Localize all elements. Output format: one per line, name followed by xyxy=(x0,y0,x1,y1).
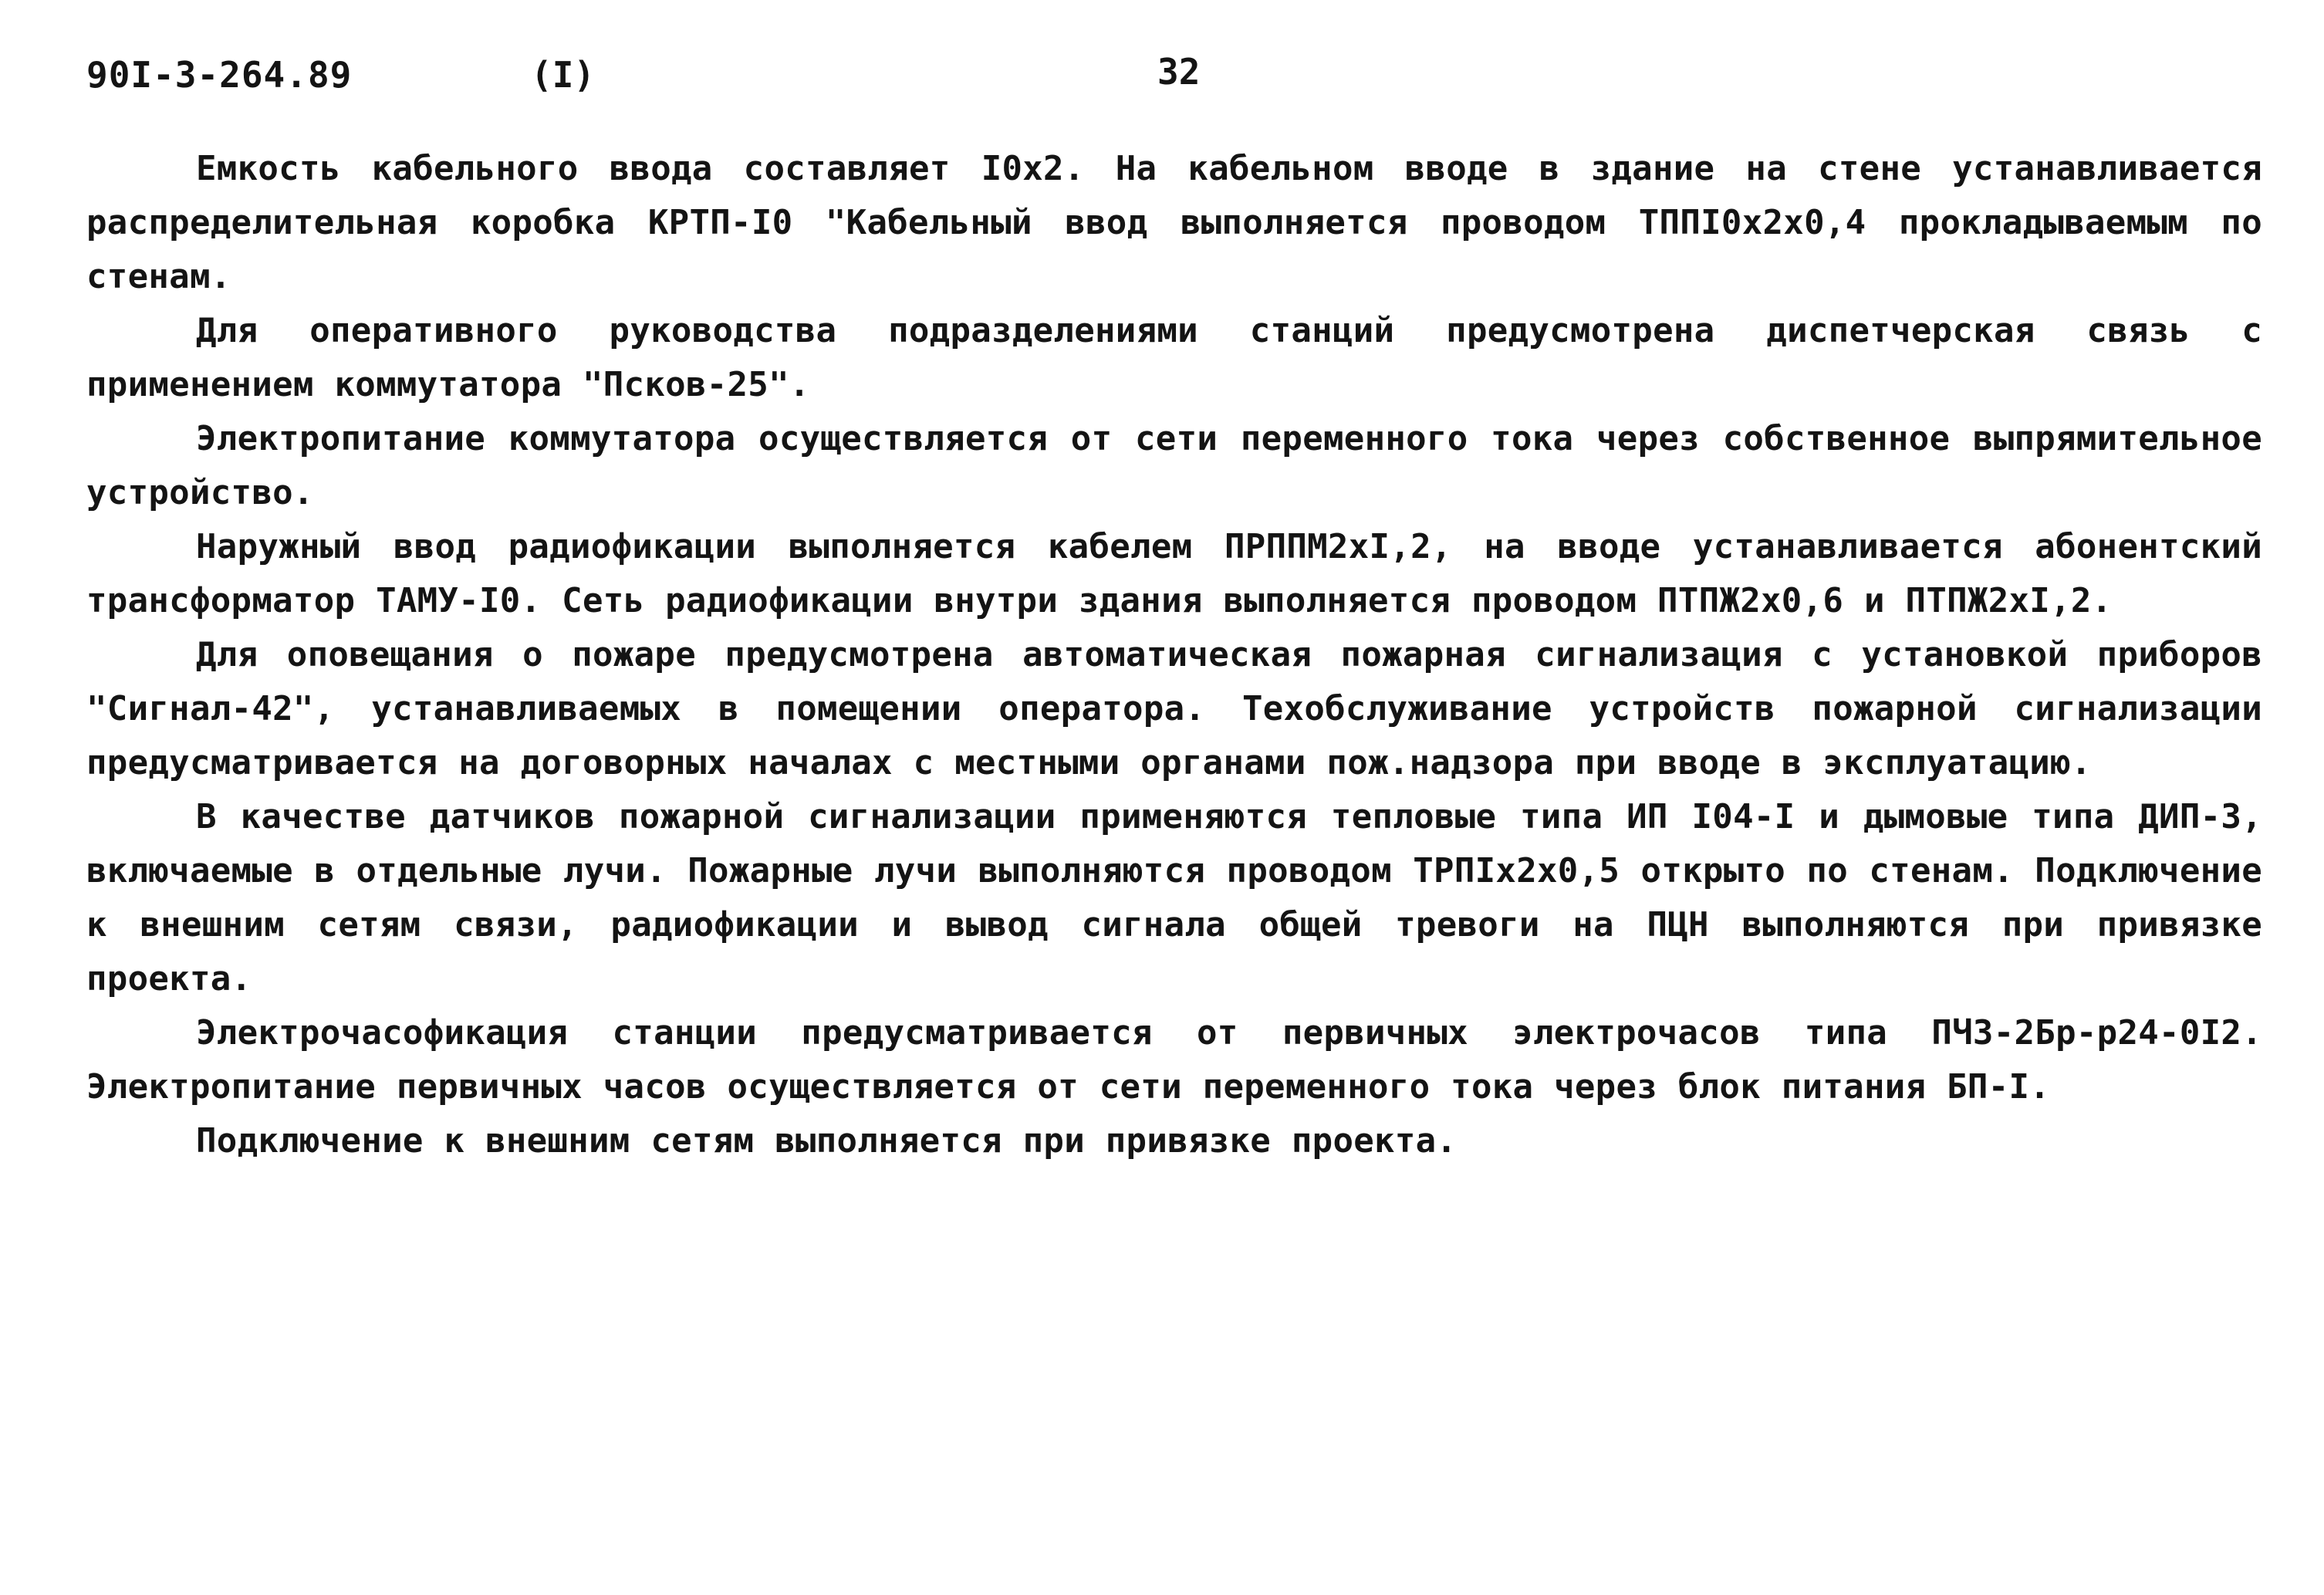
paragraph-fire-alarm: Для оповещания о пожаре предусмотрена автоматическая пожарная сигнализация с установкой приборов "Сигнал-42", устанавливаемых в помещении оператора. Техобслуживание устройств пожарной сигнализации предусматривается на договорных началах с местными органами пож.надзора при вводе в эксплуатацию. xyxy=(86,635,2262,782)
sheet-mark: (I) xyxy=(531,54,596,96)
page-header xyxy=(0,48,2324,102)
paragraph-switchboard-power: Электропитание коммутатора осуществляется от сети переменного тока через собственное выпрямительное устройство. xyxy=(86,419,2262,512)
document-code: 90I-3-264.89 xyxy=(86,54,353,96)
page-number: 32 xyxy=(1157,51,1201,93)
paragraph-fire-sensors: В качестве датчиков пожарной сигнализации применяются тепловые типа ИП I04-I и дымовые типа ДИП-3, включаемые в отдельные лучи. Пожарные лучи выполняются проводом ТРПIх2х0,5 открыто по стенам. Подключение к внешним сетям связи, радиофикации и вывод сигнала общей тревоги на ПЦН выполняются при привязке проекта. xyxy=(86,797,2262,999)
paragraph-cable-input: Емкость кабельного ввода составляет I0x2. На кабельном вводе в здание на стене устанавливается распределительная коробка КРТП-I0 "Кабельный ввод выполняется проводом ТППI0x2x0,4 прокладываемым по стенам. xyxy=(86,149,2262,296)
body-text xyxy=(86,142,2262,1168)
paragraph-external-networks: Подключение к внешним сетям выполняется при привязке проекта. xyxy=(196,1121,1458,1161)
paragraph-dispatch-communication: Для оперативного руководства подразделениями станций предусмотрена диспетчерская связь с применением коммутатора "Псков-25". xyxy=(86,311,2262,404)
paragraph-electric-clocks: Электрочасофикация станции предусматривается от первичных электрочасов типа ПЧЗ-2Бр-р24-0I2. Электропитание первичных часов осуществляется от сети переменного тока через блок питания БП-I. xyxy=(86,1013,2262,1107)
paragraph-radiofication: Наружный ввод радиофикации выполняется кабелем ПРППМ2хI,2, на вводе устанавливается абонентский трансформатор ТАМУ-I0. Сеть радиофикации внутри здания выполняется проводом ПТПЖ2х0,6 и ПТПЖ2хI,2. xyxy=(86,527,2262,620)
